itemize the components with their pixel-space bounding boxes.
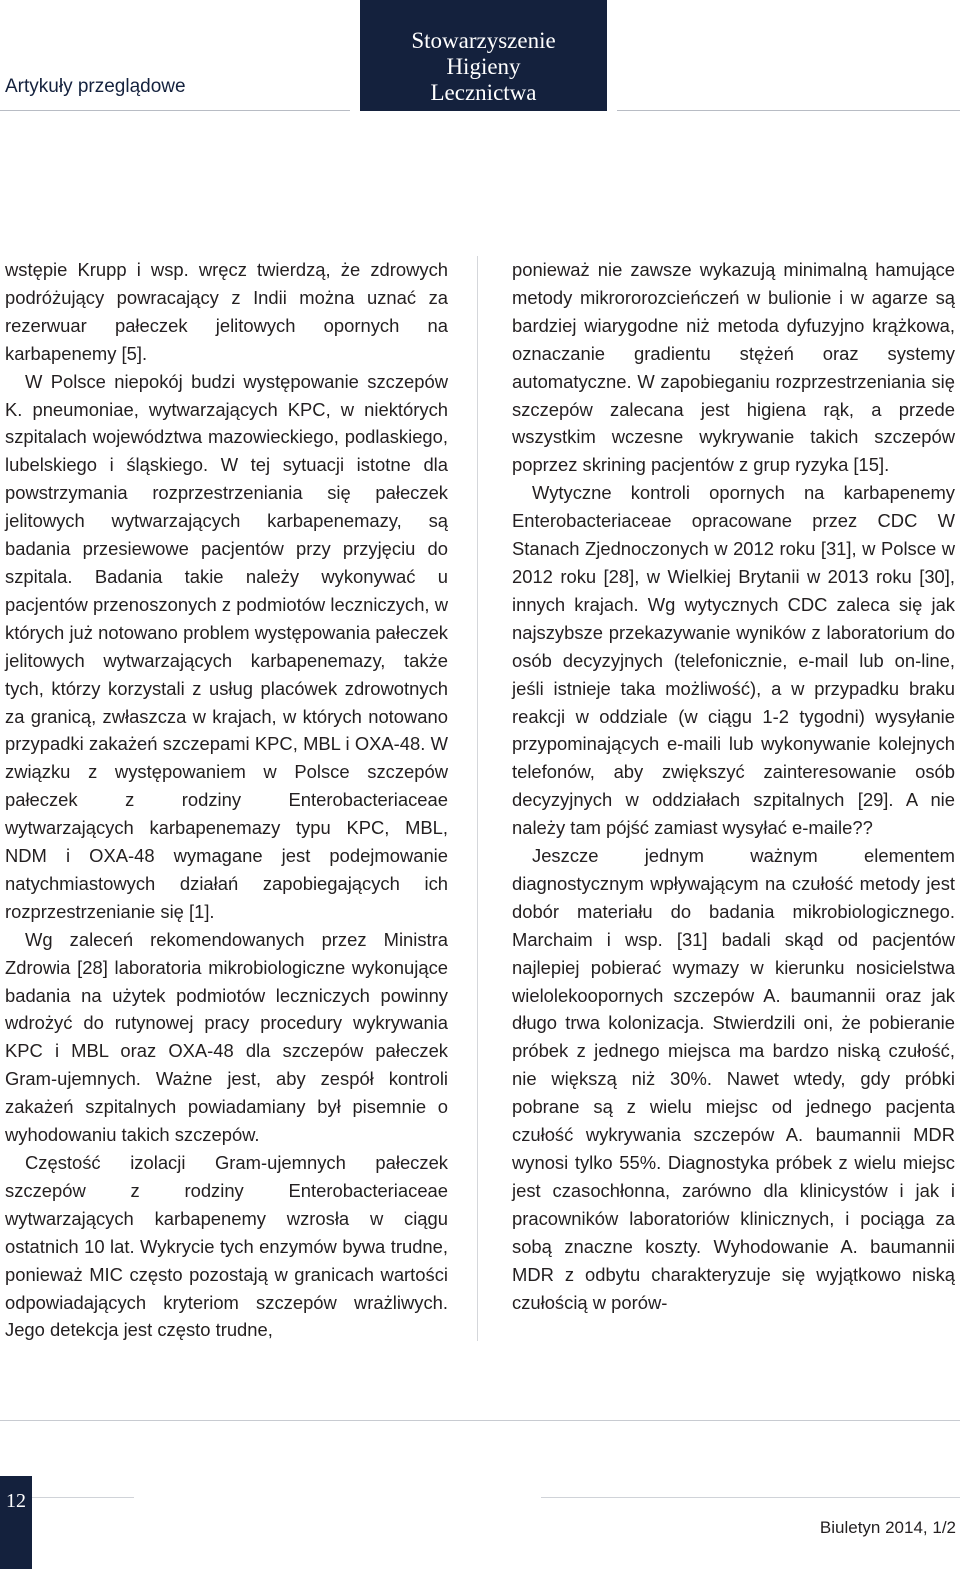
- footer-rule: [0, 1420, 960, 1421]
- footer-rule-left: [32, 1497, 134, 1498]
- paragraph: Wg zaleceń rekomendowanych przez Ministra Zdrowia [28] laboratoria mikrobiologiczne wykonujące badania na użytek podmiotów leczniczych powinny wdrożyć do rutynowej pracy procedury wykrywania KPC i MBL oraz OXA-48 dla szczepów pałeczek Gram-ujemnych. Ważne jest, aby zespół kontroli zakażeń szpitalnych powiadamiany był pisemnie o wyhodowaniu takich szczepów.: [5, 928, 448, 1146]
- left-column: [5, 256, 448, 1344]
- paragraph: Jeszcze jednym ważnym elementem diagnostycznym wpływającym na czułość metody jest dobór materiału do badania mikrobiologicznego. Marchaim i wsp. [31] badali skąd od pacjentów najlepiej pobierać wymazy w kierunku nosicielstwa wielolekoopornych szczepów A. baumannii oraz jak długo trwa kolonizacja. Stwierdzili oni, że pobieranie próbek z jednego miejsca ma bardzo niską czułość, nie większą niż 30%. Nawet wtedy, gdy próbki pobrane są z wielu miejsc od jednego pacjenta czułość wykrywania szczepów A. baumannii MDR wynosi tylko 55%. Diagnostyka próbek z wielu miejsc jest czasochłonna, zarówno dla klinicystów i jak i pracowników laboratoriów klinicznych, i pociąga za sobą znaczne koszty. Wyhodowanie A. baumannii MDR z odbytu charakteryzuje się wyjątkowo niską czułością w porów-: [512, 845, 955, 1313]
- column-divider: [477, 256, 478, 1341]
- association-logo: [360, 0, 607, 111]
- logo-line-3: Lecznictwa: [430, 80, 537, 105]
- header-rule-right: [617, 110, 960, 111]
- footer-rule-right: [541, 1497, 960, 1498]
- section-label: Artykuły przeglądowe: [5, 76, 186, 97]
- paragraph: ponieważ nie zawsze wykazują minimalną hamujące metody mikrororozcieńczeń w bulionie i w agarze są bardziej wiarygodne niż metoda dyfuzyjno krążkowa, oznaczanie gradientu stężeń oraz systemy automatyczne. W zapobieganiu rozprzestrzeniania się szczepów zalecana jest higiena rąk, a przede wszystkim wczesne wykrywanie takich szczepów poprzez skrining pacjentów z grup ryzyka [15].: [512, 259, 955, 476]
- logo-line-2: Higieny: [446, 54, 521, 79]
- paragraph: Częstość izolacji Gram-ujemnych pałeczek szczepów z rodziny Enterobacteriaceae wytwarzających karbapenemy wzrosła w ciągu ostatnich 10 lat. Wykrycie tych enzymów bywa trudne, ponieważ MIC często pozostają w granicach wartości odpowiadających kryteriom szczepów wrażliwych. Jego detekcja jest często trudne,: [5, 1152, 448, 1341]
- paragraph: wstępie Krupp i wsp. wręcz twierdzą, że zdrowych podróżujący powracający z Indii można uznać za rezerwuar pałeczek jelitowych opornych na karbapenemy [5].: [5, 259, 448, 364]
- paragraph: W Polsce niepokój budzi występowanie szczepów K. pneumoniae, wytwarzających KPC, w niektórych szpitalach województwa mazowieckiego, podlaskiego, lubelskiego i śląskiego. W tej sytuacji istotne dla powstrzymania rozprzestrzeniania się pałeczek jelitowych wytwarzających karbapenemazy, są badania przesiewowe pacjentów przy przyjęciu do szpitala. Badania takie należy wykonywać u pacjentów przenoszonych z podmiotów leczniczych, w których już notowano problem występowania pałeczek jelitowych wytwarzających karbapenemazy, także tych, którzy korzystali z usług placówek zdrowotnych za granicą, zwłaszcza w krajach, w których notowano przypadki zakażeń szczepami KPC, MBL i OXA-48. W związku z występowaniem w Polsce szczepów pałeczek z rodziny Enterobacteriaceae wytwarzających karbapenemazy typu KPC, MBL, NDM i OXA-48 wymagane jest podejmowanie natychmiastowych działań zapobiegających ich rozprzestrzenianie się [1].: [5, 370, 448, 922]
- right-column: [512, 256, 955, 1316]
- paragraph: Wytyczne kontroli opornych na karbapenemy Enterobacteriaceae opracowane przez CDC W Stanach Zjednoczonych w 2012 roku [31], w Polsce w 2012 roku [28], w Wielkiej Brytanii w 2013 roku [30], innych krajach. Wg wytycznych CDC zaleca się jak najszybsze przekazywanie wyników z laboratorium do osób decyzyjnych (telefonicznie, e-mail lub on-line, jeśli istnieje taka możliwość), a w przypadku braku reakcji w oddziale (w ciągu 1-2 tygodni) wysyłanie przypominających e-maili lub wykonywanie kolejnych telefonów, aby zwiększyć zainteresowanie osób decyzyjnych w oddziałach szpitalnych [29]. A nie należy tam pójść zamiast wysyłać e-maile??: [512, 482, 955, 839]
- journal-issue: Biuletyn 2014, 1/2: [819, 1518, 956, 1537]
- page-number: 12: [0, 1476, 32, 1569]
- logo-line-1: Stowarzyszenie: [411, 28, 556, 53]
- header-rule-left: [0, 110, 350, 111]
